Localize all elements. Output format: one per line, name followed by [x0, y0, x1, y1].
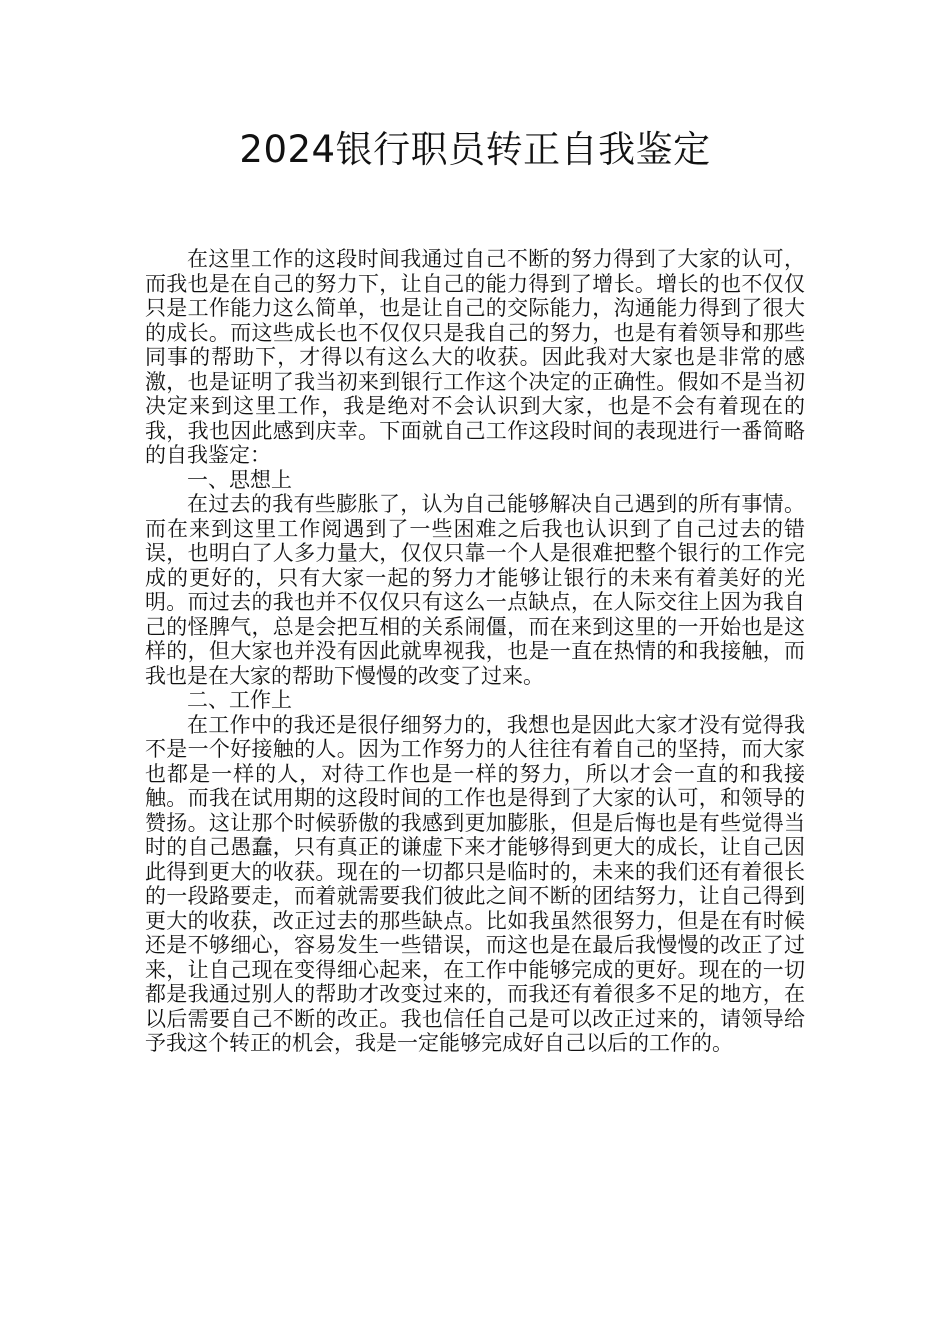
document-title: 2024银行职员转正自我鉴定 [239, 128, 711, 171]
section-heading-work: 二、工作上 [187, 688, 292, 712]
thought-paragraph: 在过去的我有些膨胀了，认为自己能够解决自己遇到的所有事情。而在来到这里工作阅遇到了一些困难之后我也认识到了自己过去的错误，也明白了人多力量大，仅仅只靠一个人是很难把整个银行的工作完成的更好的，只有大家一起的努力才能够让银行的未来有着美好的光明。而过去的我也并不仅仅只有这么一点缺点，在人际交往上因为我自己的怪脾气，总是会把互相的关系闹僵，而在来到这里的一开始也是这样的，但大家也并没有因此就卑视我，也是一直在热情的和我接触，而我也是在大家的帮助下慢慢的改变了过来。 [145, 492, 805, 688]
work-paragraph: 在工作中的我还是很仔细努力的，我想也是因此大家才没有觉得我不是一个好接触的人。因为工作努力的人往往有着自己的坚持，而大家也都是一样的人，对待工作也是一样的努力，所以才会一直的和我接触。而我在试用期的这段时间的工作也是得到了大家的认可，和领导的赞扬。这让那个时候骄傲的我感到更加膨胀，但是后悔也是有些觉得当时的自己愚蠢，只有真正的谦虚下来才能够得到更大的成长，让自己因此得到更大的收获。现在的一切都只是临时的，未来的我们还有着很长的一段路要走，而着就需要我们彼此之间不断的团结努力，让自己得到更大的收获，改正过去的那些缺点。比如我虽然很努力，但是在有时候还是不够细心，容易发生一些错误，而这也是在最后我慢慢的改正了过来，让自己现在变得细心起来，在工作中能够完成的更好。现在的一切都是我通过别人的帮助才改变过来的，而我还有着很多不足的地方，在以后需要自己不断的改正。我也信任自己是可以改正过来的，请领导给予我这个转正的机会，我是一定能够完成好自己以后的工作的。 [145, 712, 805, 1055]
document-body [145, 247, 805, 1056]
intro-paragraph: 在这里工作的这段时间我通过自己不断的努力得到了大家的认可，而我也是在自己的努力下，让自己的能力得到了增长。增长的也不仅仅只是工作能力这么简单，也是让自己的交际能力，沟通能力得到了很大的成长。而这些成长也不仅仅只是我自己的努力，也是有着领导和那些同事的帮助下，才得以有这么大的收获。因此我对大家也是非常的感激，也是证明了我当初来到银行工作这个决定的正确性。假如不是当初决定来到这里工作，我是绝对不会认识到大家，也是不会有着现在的我，我也因此感到庆幸。下面就自己工作这段时间的表现进行一番简略的自我鉴定： [145, 247, 805, 467]
section-heading-thought: 一、思想上 [187, 467, 292, 492]
